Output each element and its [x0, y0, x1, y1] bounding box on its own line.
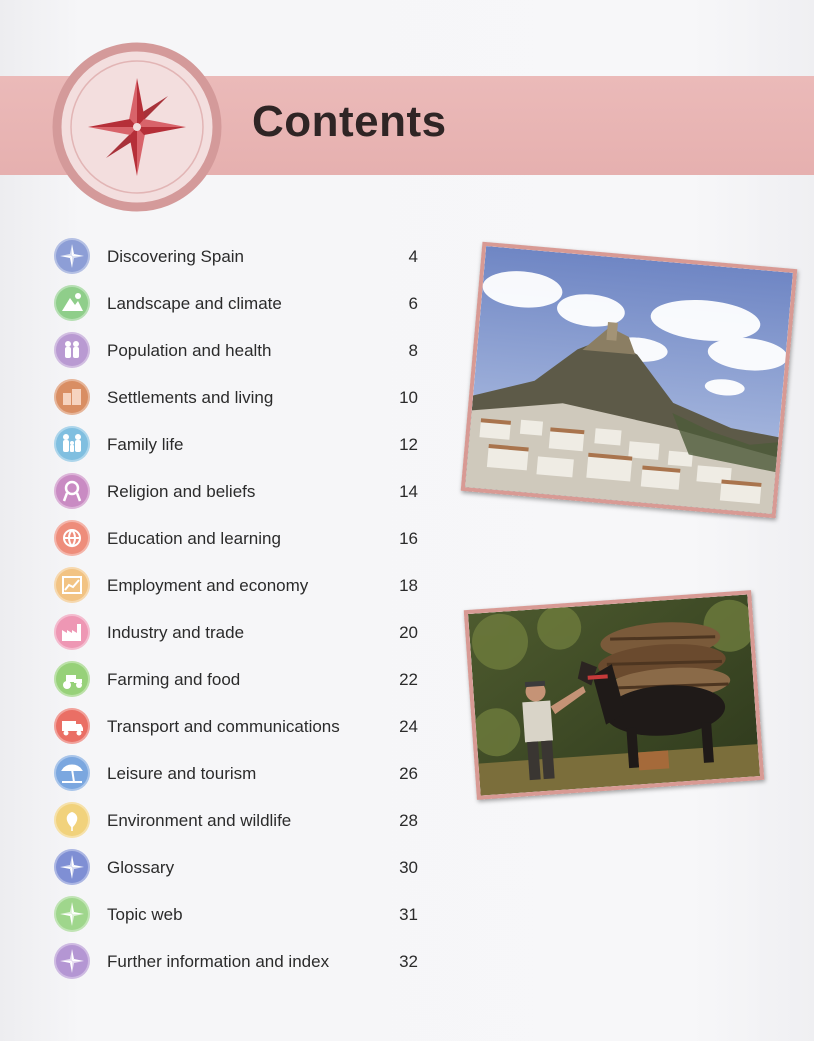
factory-icon [54, 614, 90, 650]
page-title: Contents [252, 97, 447, 146]
beach-icon [54, 755, 90, 791]
toc-item-page-number: 6 [408, 294, 418, 313]
compass-icon [54, 943, 90, 979]
toc-item-page-number: 22 [399, 670, 418, 689]
toc-item-page-number: 28 [399, 811, 418, 830]
toc-item-page-number: 30 [399, 858, 418, 877]
chart-icon [54, 567, 90, 603]
hilltop-village-photo [461, 242, 798, 519]
compass-icon [54, 896, 90, 932]
toc-item[interactable] [52, 753, 432, 793]
compass-rose-icon [50, 40, 224, 214]
toc-item-page-number: 4 [408, 247, 418, 266]
toc-item-label: Population and health [107, 341, 272, 360]
toc-item-label: Topic web [107, 905, 183, 924]
toc-item-label: Glossary [107, 858, 175, 877]
toc-item[interactable] [52, 612, 432, 652]
compass-icon [54, 849, 90, 885]
toc-item-page-number: 18 [399, 576, 418, 595]
toc-item-label: Further information and index [107, 952, 330, 971]
toc-item-page-number: 20 [399, 623, 418, 642]
toc-item[interactable] [52, 847, 432, 887]
toc-item-label: Farming and food [107, 670, 241, 689]
family-icon [54, 426, 90, 462]
buildings-icon [54, 379, 90, 415]
toc-item-page-number: 24 [399, 717, 418, 736]
ribbon-icon [54, 473, 90, 509]
toc-item[interactable] [52, 706, 432, 746]
toc-item-label: Environment and wildlife [107, 811, 292, 830]
toc-item-label: Employment and economy [107, 576, 309, 595]
leaf-icon [54, 802, 90, 838]
farmer-image [468, 594, 760, 795]
toc-item-label: Transport and communications [107, 717, 340, 736]
toc-item-page-number: 12 [399, 435, 418, 454]
globe-icon [54, 520, 90, 556]
toc-item-label: Landscape and climate [107, 294, 282, 313]
mountain-icon [54, 285, 90, 321]
compass-icon [54, 238, 90, 274]
toc-item-label: Family life [107, 435, 184, 454]
toc-item-page-number: 14 [399, 482, 418, 501]
village-image [465, 246, 793, 514]
toc-item-label: Education and learning [107, 529, 281, 548]
toc-item[interactable] [52, 236, 432, 276]
toc-item-label: Discovering Spain [107, 247, 245, 266]
toc-item-page-number: 16 [399, 529, 418, 548]
toc-item[interactable] [52, 800, 432, 840]
truck-icon [54, 708, 90, 744]
toc-item-page-number: 10 [399, 388, 418, 407]
toc-item[interactable] [52, 894, 432, 934]
toc-item[interactable] [52, 424, 432, 464]
toc-item[interactable] [52, 518, 432, 558]
toc-item[interactable] [52, 565, 432, 605]
toc-item[interactable] [52, 377, 432, 417]
toc-item-page-number: 32 [399, 952, 418, 971]
toc-item-label: Settlements and living [107, 388, 274, 407]
toc-item-label: Religion and beliefs [107, 482, 256, 501]
toc-item-label: Industry and trade [107, 623, 245, 642]
toc-item-page-number: 8 [408, 341, 418, 360]
people-icon [54, 332, 90, 368]
toc-item[interactable] [52, 283, 432, 323]
toc-item-label: Leisure and tourism [107, 764, 257, 783]
mule-and-farmer-photo [464, 590, 765, 800]
toc-item[interactable] [52, 330, 432, 370]
toc-item[interactable] [52, 471, 432, 511]
toc-item[interactable] [52, 941, 432, 981]
toc-item[interactable] [52, 659, 432, 699]
toc-item-page-number: 26 [399, 764, 418, 783]
toc-item-page-number: 31 [399, 905, 418, 924]
tractor-icon [54, 661, 90, 697]
